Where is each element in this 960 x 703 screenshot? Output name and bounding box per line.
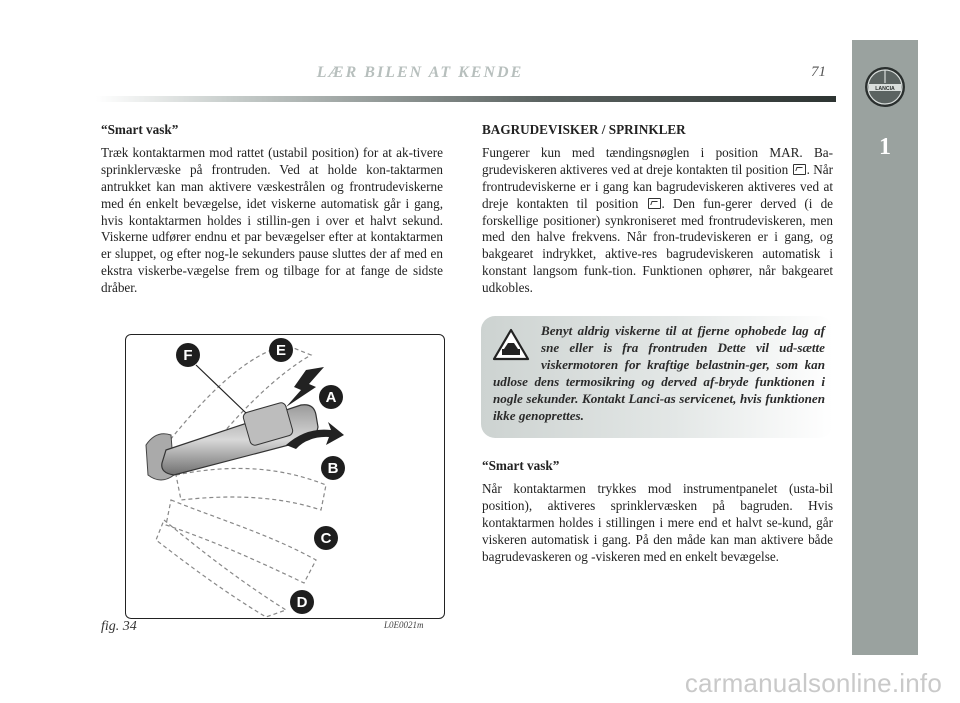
figure-caption: fig. 34 <box>101 619 137 634</box>
header-title: LÆR BILEN AT KENDE <box>316 64 524 81</box>
left-column <box>101 122 443 297</box>
warning-text: Benyt aldrig viskerne til at fjerne ophobede lag af sne eller is fra frontruden Dette vil ud-sætte viskermotoren for kraftige belastnin-ger, som kan udlose dens termosikring og derved af-bryde funktionen i nogle sekunder. Kontakt Lanci-as servicenet, hvis funktionen ikke genoprettes. <box>493 323 825 424</box>
right-column-smart-wash <box>482 458 833 565</box>
wiper-stalk-illustration <box>126 335 444 618</box>
smart-wash-body: Træk kontaktarmen mod rattet (ustabil position) for at ak-tivere sprinklervæske på frontruden. Ved at holde kon-taktarmen antrukket kan man aktivere væskestrålen og frontrudeviskerne med én enkelt bevægelse, idet viskerne automatisk går i gang, hvis kontaktarmen holdes i stillin-gen i over et halvt sekund. Viskerne udfører endnu et par bevægelser efter at kontaktarmen er sluppet, og efter nog-le sekunders pause sluttes der af med en ekstra viskerbe-vægelse frem og tilbage for at fange de sidste dråber. <box>101 144 443 296</box>
smart-wash-heading: “Smart vask” <box>101 122 179 137</box>
smart-wash-rear-body: Når kontaktarmen trykkes mod instrumentpanelet (usta-bil position), aktiveres sprinklervæsken på bagruden. Hvis kontaktarmen holdes i stillingen i mere end et halvt se-kund, går viskeren automatisk i gang. På den måde kan man aktivere både bagrudevaskeren og -viskeren med en enkelt bevægelse. <box>482 480 833 564</box>
rear-wiper-icon <box>648 198 661 209</box>
right-column <box>482 122 833 297</box>
label-e: E <box>275 342 287 359</box>
label-f: F <box>183 347 193 364</box>
warning-text-block <box>493 322 825 425</box>
rear-wiper-icon <box>793 164 806 175</box>
smart-wash-rear-heading: “Smart vask” <box>482 458 560 473</box>
label-b: B <box>327 460 339 477</box>
arrow-e-icon <box>286 367 324 407</box>
chapter-number: 1 <box>879 134 891 160</box>
label-c: C <box>320 530 332 547</box>
rear-wiper-heading: BAGRUDEVISKER / SPRINKLER <box>482 122 686 137</box>
figure-code: L0E0021m <box>384 620 424 630</box>
logo-text: LANCIA <box>875 86 895 92</box>
label-d: D <box>296 594 308 611</box>
lancia-logo-icon <box>864 66 906 108</box>
watermark: carmanualsonline.info <box>684 668 942 698</box>
header-rule <box>96 96 836 102</box>
figure-34 <box>125 334 445 619</box>
rear-wiper-body: Fungerer kun med tændingsnøglen i position MAR. Ba-grudeviskeren aktiveres ved at dreje kontakten til position . Når frontrudeviskerne er i gang kan bagrudeviskeren aktiveres ved at dreje kontakten til position . Den fun-gerer derved (i de forskellige positioner) synkroniseret med frontrudeviskeren, men med den halve frekvens. Når fron-trudeviskeren er i gang, og bakgearet indrykket, aktive-res bagrudeviskeren automatisk i konstant langsom funk-tion. Funktionen ophører, når bakgearet udkobles. <box>482 144 834 296</box>
page-number: 71 <box>811 64 826 80</box>
label-a: A <box>325 389 337 406</box>
